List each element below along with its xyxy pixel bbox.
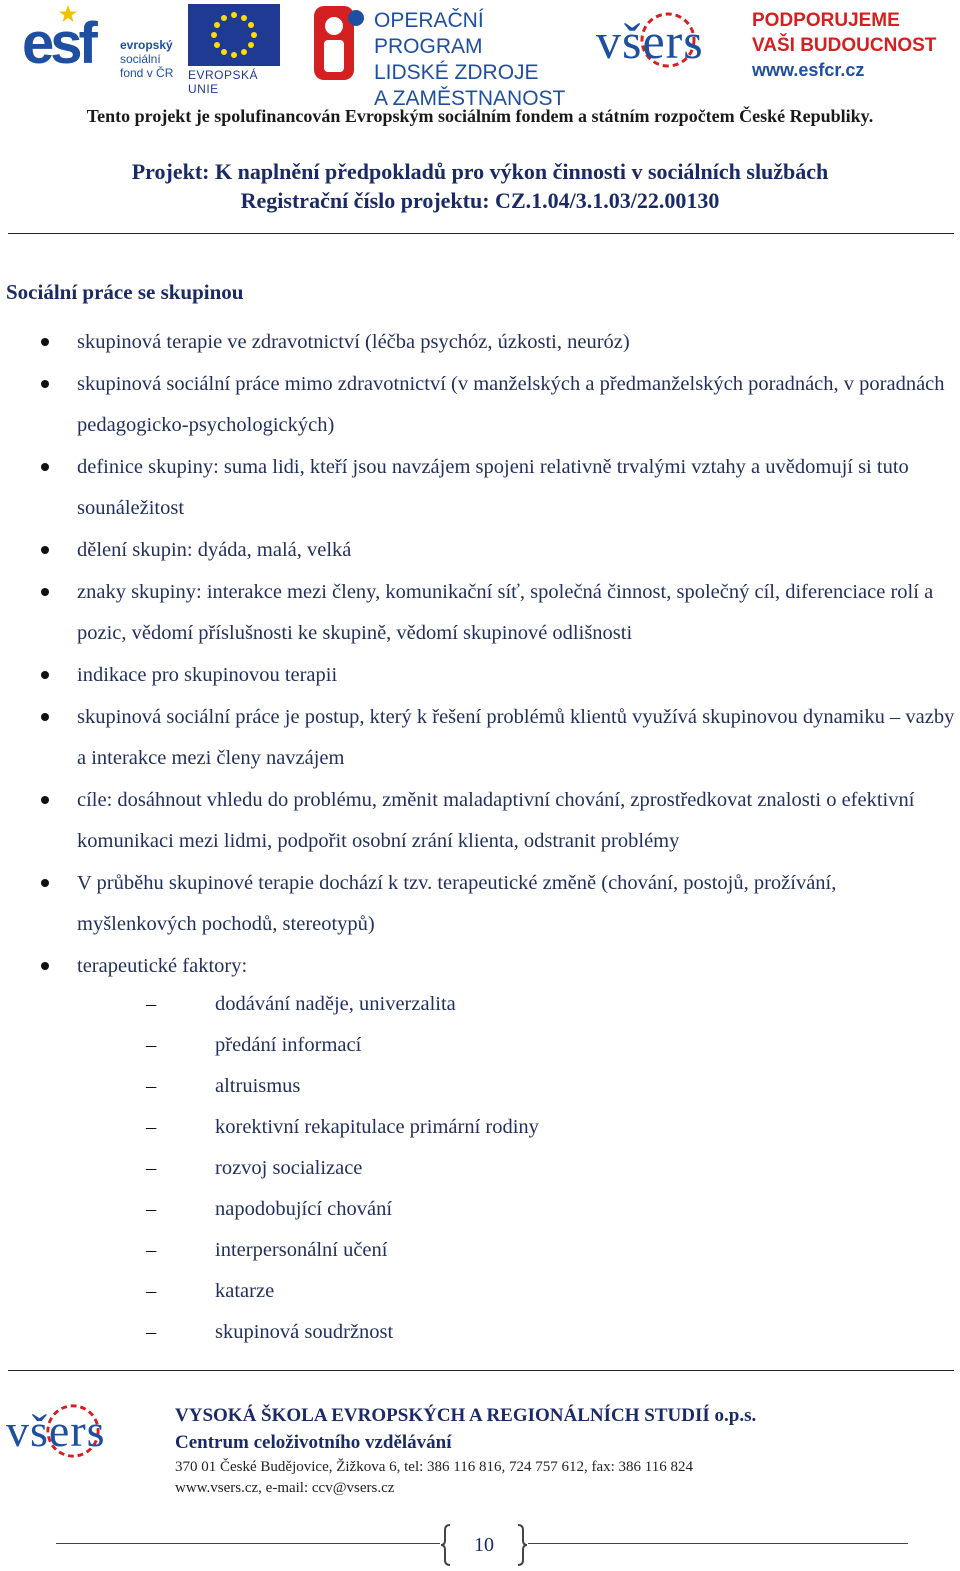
bullet-icon [41,879,49,887]
footer-vsers-text: všers [6,1405,106,1456]
oplz-logo [310,2,590,110]
school-address: 370 01 České Budějovice, Žižkova 6, tel: 386 116 816, 724 757 612, fax: 386 116 824 [175,1459,693,1475]
list-item: indikace pro skupinovou terapii [0,655,960,696]
bullet-icon [41,380,49,388]
list-item: skupinová sociální práce mimo zdravotnictví (v manželských a předmanželských poradnách, v poradnách pedagogicko-psychologických) [0,364,960,446]
header-logos [0,0,960,110]
esf-logo-text: esf [22,11,94,76]
footer-divider [8,1370,954,1371]
eu-logo [188,4,282,96]
dash-marker: – [146,1034,157,1056]
project-info [0,157,960,215]
dash-marker: – [146,1198,157,1220]
dash-marker: – [146,1239,157,1261]
support-slogan: PODPORUJEME VAŠI BUDOUCNOST www.esfcr.cz [752,8,936,83]
bullet-icon [41,546,49,554]
list-item: cíle: dosáhnout vhledu do problému, změnit maladaptivní chování, zprostředkovat znalosti o efektivní komunikaci mezi lidmi, podpořit osobní zrání klienta, odstranit problémy [0,780,960,862]
page-number-rule-right [528,1543,908,1544]
oplz-figure-icon [310,4,366,82]
list-item: terapeutické faktory: [0,946,960,987]
dash-marker: – [146,993,157,1015]
bullet-icon [41,796,49,804]
footer-vsers-logo [6,1398,156,1478]
eu-flag-icon [188,4,280,66]
factor-item: – dodávání naděje, univerzalita [0,984,960,1025]
dash-marker: – [146,1321,157,1343]
bullet-icon [41,962,49,970]
list-item: definice skupiny: suma lidi, kteří jsou navzájem spojeni relativně trvalými vztahy a uvědomují si tuto sounáležitost [0,447,960,529]
bullet-icon [41,588,49,596]
oplz-logo-text: OPERAČNÍ PROGRAM LIDSKÉ ZDROJE A ZAMĚSTNANOST [374,9,566,110]
factor-item: – interpersonální učení [0,1230,960,1271]
bullet-icon [41,713,49,721]
dash-marker: – [146,1157,157,1179]
esf-logo [22,4,182,84]
list-item: skupinová sociální práce je postup, který k řešení problémů klientů využívá skupinovou dynamiku – vazby a interakce mezi členy navzájem [0,697,960,779]
esf-logo-caption: evropský sociální fond v ČR [120,38,174,80]
registration-number: Registrační číslo projektu: CZ.1.04/3.1.03/22.00130 [240,188,720,213]
eu-logo-caption: EVROPSKÁ UNIE [188,68,259,96]
list-item: V průběhu skupinové terapie dochází k tzv. terapeutické změně (chování, postojů, prožívání, myšlenkových pochodů, stereotypů) [0,863,960,945]
factor-item: – předání informací [0,1025,960,1066]
factor-item: – skupinová soudržnost [0,1312,960,1353]
factor-item: – rozvoj socializace [0,1148,960,1189]
dash-marker: – [146,1280,157,1302]
page-number [440,1524,528,1566]
page-number-text: 10 [474,1534,494,1556]
list-item: skupinová terapie ve zdravotnictví (léčba psychóz, úzkosti, neuróz) [0,322,960,363]
factor-item: – katarze [0,1271,960,1312]
dash-marker: – [146,1116,157,1138]
project-name: Projekt: K naplnění předpokladů pro výkon činnosti v sociálních službách [131,159,829,184]
bullet-list [0,322,960,988]
factor-item: – korektivní rekapitulace primární rodiny [0,1107,960,1148]
page-number-rule-left [56,1543,440,1544]
header-divider [8,233,954,234]
bullet-icon [41,671,49,679]
cofunding-statement: Tento projekt je spolufinancován Evropským sociálním fondem a státním rozpočtem České Republiky. [86,106,874,126]
center-name: Centrum celoživotního vzdělávání [175,1432,452,1453]
school-name: VYSOKÁ ŠKOLA EVROPSKÝCH A REGIONÁLNÍCH STUDIÍ o.p.s. [175,1405,757,1426]
esfcr-url[interactable]: www.esfcr.cz [752,60,865,80]
factor-item: – napodobující chování [0,1189,960,1230]
list-item: dělení skupin: dyáda, malá, velká [0,530,960,571]
vsers-logo-text: všers [596,13,704,69]
list-item: znaky skupiny: interakce mezi členy, komunikační síť, společná činnost, společný cíl, diferenciace rolí a pozic, vědomí příslušnosti ke skupině, vědomí skupinové odlišnosti [0,572,960,654]
footer-info [175,1402,756,1499]
bullet-icon [41,463,49,471]
school-contacts[interactable]: www.vsers.cz, e-mail: ccv@vsers.cz [175,1480,395,1496]
dash-marker: – [146,1075,157,1097]
section-title: Sociální práce se skupinou [6,280,244,304]
therapeutic-factors-list [0,984,960,1353]
factor-item: – altruismus [0,1066,960,1107]
vsers-logo [596,6,746,82]
bullet-icon [41,338,49,346]
